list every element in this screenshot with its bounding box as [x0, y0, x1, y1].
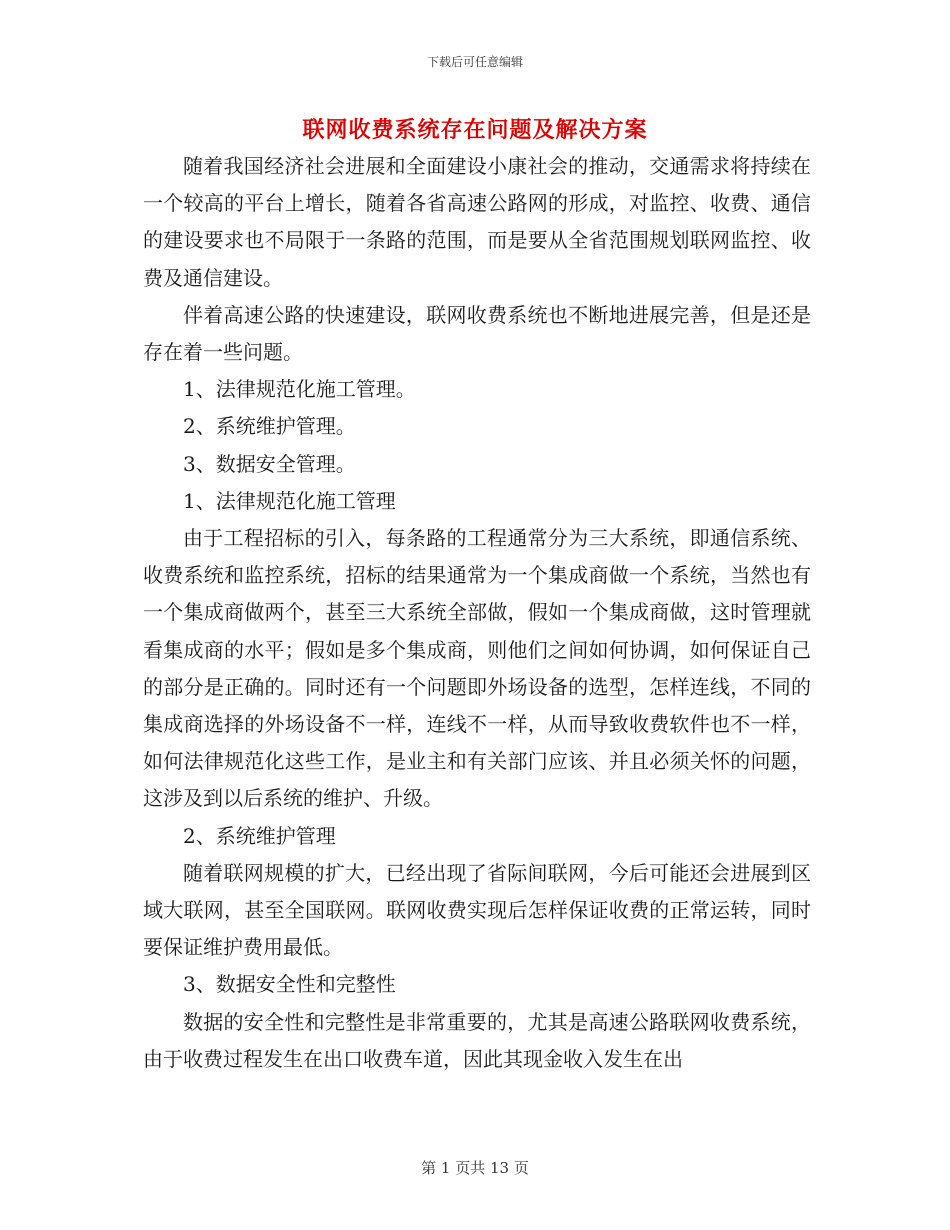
section-body-legal: 由于工程招标的引入，每条路的工程通常分为三大系统，即通信系统、收费系统和监控系统，招标的结果通常为一个集成商做一个系统，当然也有一个集成商做两个，甚至三大系统全部做，假如一个集成商做，这时管理就看集成商的水平；假如是多个集成商，则他们之间如何协调，如何保证自己的部分是正确的。同时还有一个问题即外场设备的选型，怎样连线，不同的集成商选择的外场设备不一样，连线不一样，从而导致收费软件也不一样，如何法律规范化这些工作，是业主和有关部门应该、并且必须关怀的问题，这涉及到以后系统的维护、升级。	[143, 526, 811, 811]
section-body-data-security: 数据的安全性和完整性是非常重要的，尤其是高速公路联网收费系统，由于收费过程发生在出口收费车道，因此其现金收入发生在出	[143, 1009, 811, 1071]
list-item-maintenance: 2、系统维护管理。	[183, 414, 356, 439]
document-body	[143, 148, 811, 1078]
list-item-data-security: 3、数据安全管理。	[183, 451, 356, 476]
section-heading-maintenance: 2、系统维护管理	[183, 823, 336, 848]
document-title: 联网收费系统存在问题及解决方案	[302, 117, 648, 143]
problem-summary-paragraph: 伴着高速公路的快速建设，联网收费系统也不断地进展完善，但是还是存在着一些问题。	[143, 302, 811, 365]
page-header-note: 下载后可任意编辑	[426, 55, 523, 69]
section-heading-data-security: 3、数据安全性和完整性	[183, 972, 396, 997]
section-heading-legal: 1、法律规范化施工管理	[183, 488, 396, 513]
page-footer-number: 第 1 页共 13 页	[421, 1159, 529, 1177]
list-item-legal: 1、法律规范化施工管理。	[183, 377, 416, 402]
section-body-maintenance: 随着联网规模的扩大，已经出现了省际间联网，今后可能还会进展到区域大联网，甚至全国联网。联网收费实现后怎样保证收费的正常运转，同时要保证维护费用最低。	[143, 860, 811, 960]
intro-paragraph: 随着我国经济社会进展和全面建设小康社会的推动，交通需求将持续在一个较高的平台上增长，随着各省高速公路网的形成，对监控、收费、通信的建设要求也不局限于一条路的范围，而是要从全省范围规划联网监控、收费及通信建设。	[143, 154, 811, 290]
